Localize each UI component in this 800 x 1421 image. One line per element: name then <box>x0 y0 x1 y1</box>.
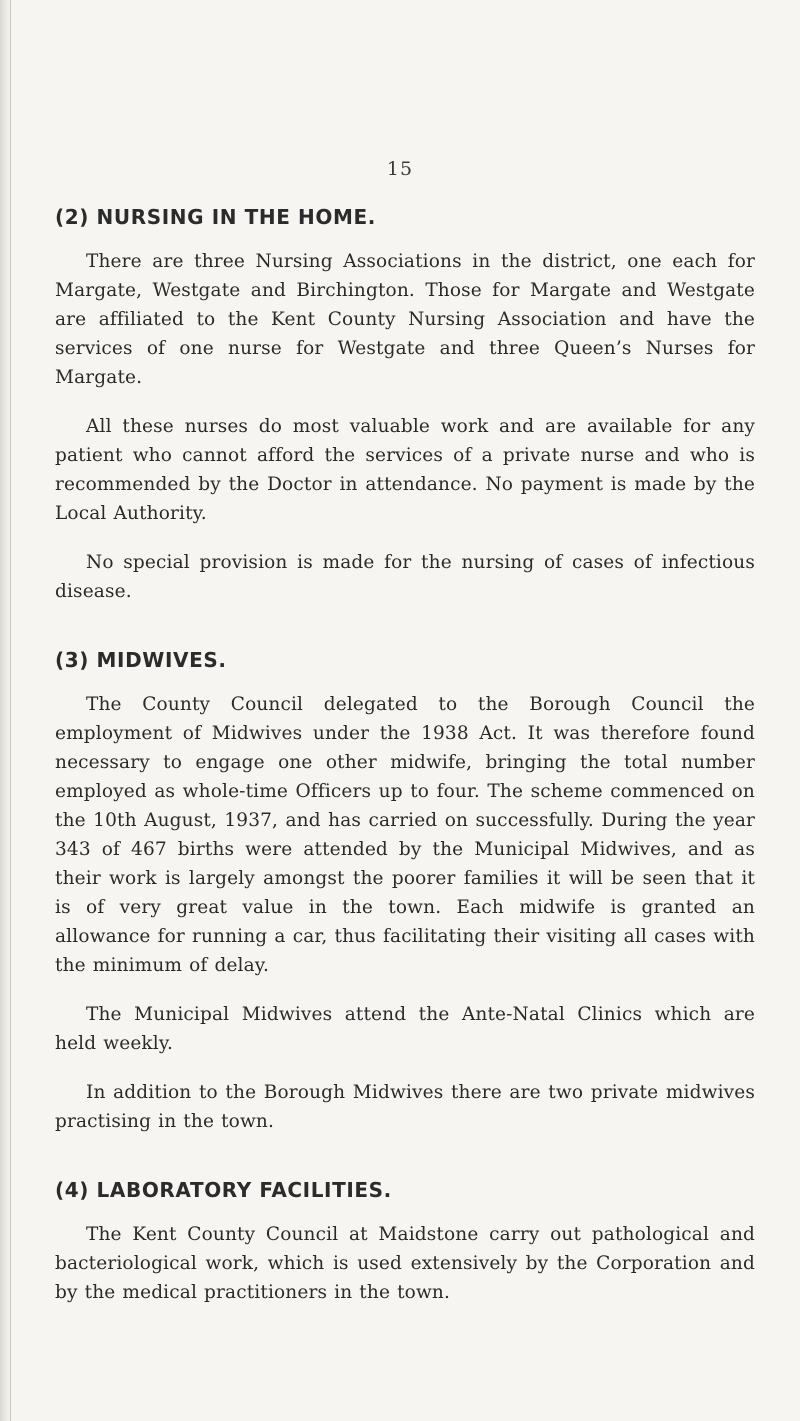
section-heading: (4) LABORATORY FACILITIES. <box>55 1178 392 1202</box>
paragraph: The County Council delegated to the Borough Council the employment of Midwives under the 1938 Act. It was therefore found necessary to engage one other midwife, bringing the total number employed as whole-time Officers up to four. The scheme commenced on the 10th August, 1937, and has carried on successfully. During the year 343 of 467 births were attended by the Municipal Midwives, and as their work is largely amongst the poorer families it will be seen that it is of very great value in the town. Each midwife is granted an allowance for running a car, thus facilitating their visiting all cases with the minimum of delay. <box>55 694 755 976</box>
document-body <box>55 205 755 1349</box>
section-midwives <box>55 648 755 1136</box>
paragraph: In addition to the Borough Midwives there are two private midwives practising in the town. <box>55 1082 755 1132</box>
section-laboratory-facilities <box>55 1178 755 1307</box>
page-number: 15 <box>386 158 414 180</box>
paragraph: No special provision is made for the nursing of cases of infectious disease. <box>55 552 755 602</box>
paragraph: There are three Nursing Associations in the district, one each for Margate, Westgate and Birchington. Those for Margate and Westgate are affiliated to the Kent County Nursing Association and have the services of one nurse for Westgate and three Queen’s Nurses for Margate. <box>55 251 755 388</box>
paragraph: The Kent County Council at Maidstone carry out pathological and bacteriological work, which is used extensively by the Corporation and by the medical practitioners in the town. <box>55 1224 755 1303</box>
section-nursing-in-the-home <box>55 205 755 606</box>
page-binding-line <box>10 0 11 1421</box>
paragraph: All these nurses do most valuable work and are available for any patient who cannot afford the services of a private nurse and who is recommended by the Doctor in attendance. No payment is made by the Local Authority. <box>55 416 755 524</box>
paragraph: The Municipal Midwives attend the Ante-Natal Clinics which are held weekly. <box>55 1004 755 1054</box>
section-heading: (2) NURSING IN THE HOME. <box>55 205 376 229</box>
section-heading: (3) MIDWIVES. <box>55 648 227 672</box>
